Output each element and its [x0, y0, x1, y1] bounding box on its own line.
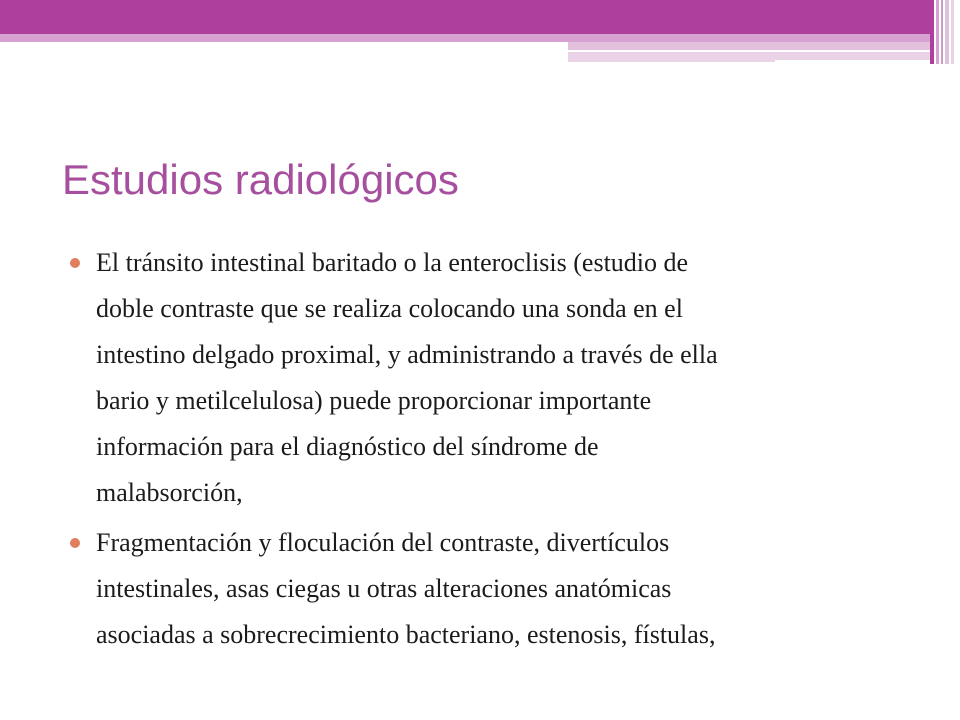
corner-stripe [945, 0, 949, 64]
corner-stripe [930, 0, 934, 64]
bullet-text-line: malabsorción, [96, 478, 243, 507]
bullet-dot-icon [70, 538, 80, 548]
bullet-text-line: información para el diagnóstico del síndrome de [96, 432, 599, 461]
bullet-text-line: bario y metilcelulosa) puede proporcionar importante [96, 386, 652, 415]
bullet-text-line: intestinales, asas ciegas u otras alteraciones anatómicas [96, 574, 672, 603]
slide-title: Estudios radiológicos [62, 156, 459, 203]
bullet-list [96, 240, 926, 658]
bullet-item [96, 240, 926, 516]
bullet-text-line: El tránsito intestinal baritado o la enteroclisis (estudio de [96, 248, 689, 277]
bullet-text-line: intestino delgado proximal, y administrando a través de ella [96, 340, 718, 369]
bullet-text-line: doble contraste que se realiza colocando una sonda en el [96, 294, 683, 323]
header-divider-line-lower [775, 60, 930, 64]
corner-stripe [941, 0, 943, 64]
corner-stripe [951, 0, 954, 64]
bullet-text-line: Fragmentación y floculación del contraste, divertículos [96, 528, 670, 557]
header-band [0, 0, 930, 34]
bullet-item [96, 520, 926, 658]
bullet-text-line: asociadas a sobrecrecimiento bacteriano, estenosis, fístulas, [96, 620, 716, 649]
header-band-light [0, 34, 930, 42]
bullet-dot-icon [70, 258, 80, 268]
header-band-pale [568, 42, 930, 50]
corner-stripe [936, 0, 939, 64]
